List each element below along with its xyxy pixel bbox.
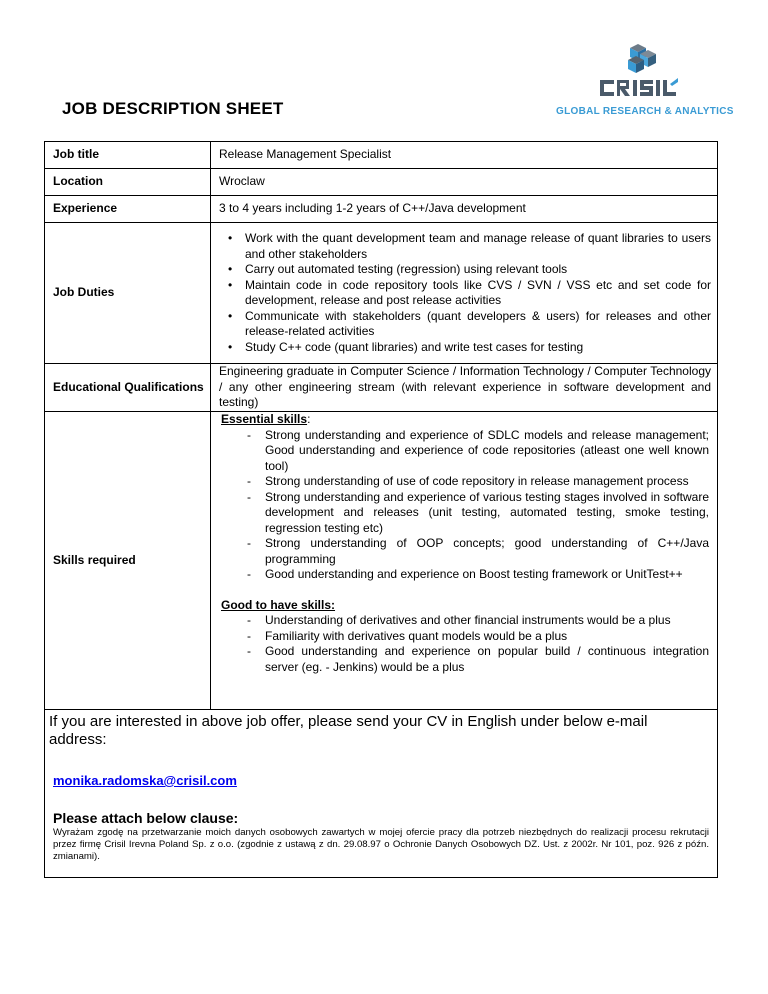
bullet-icon: •: [228, 308, 233, 323]
row-education: [45, 364, 718, 412]
job-duties-label: Job Duties: [45, 223, 211, 364]
application-info: [45, 710, 718, 878]
skills-label: Skills required: [45, 412, 211, 710]
list-item: - Strong understanding of use of code repository in release management process: [247, 474, 689, 488]
essential-skills-list: [219, 428, 711, 583]
list-item: - Strong understanding of OOP concepts; good understanding of C++/Java programming: [247, 536, 709, 566]
job-title-label: Job title: [45, 142, 211, 169]
row-experience: [45, 196, 718, 223]
education-label: Educational Qualifications: [45, 364, 211, 412]
location-value: Wroclaw: [211, 169, 718, 196]
job-duties-list: [219, 231, 711, 355]
row-skills: [45, 412, 718, 710]
essential-skills-heading: Essential skills:: [221, 412, 311, 426]
email-link[interactable]: monika.radomska@crisil.com: [53, 773, 237, 788]
row-footer: [45, 710, 718, 878]
skills-value: [211, 412, 718, 710]
page-title: JOB DESCRIPTION SHEET: [62, 99, 284, 118]
bullet-icon: •: [228, 262, 233, 276]
list-item: - Strong understanding and experience of various testing stages involved in software development and releases (unit testing, automated testing, smoke testing, regression testing etc): [247, 489, 709, 535]
row-job-duties: [45, 223, 718, 364]
list-item: - Familiarity with derivatives quant models would be a plus: [247, 628, 568, 643]
job-title-value: Release Management Specialist: [211, 142, 718, 169]
list-item: - Strong understanding and experience of SDLC models and release management; Good understanding and experience of code repositories (atleast one well known tool): [247, 427, 709, 473]
job-description-table: [44, 141, 718, 878]
row-location: [45, 169, 718, 196]
good-to-have-list: [219, 613, 711, 675]
education-value: Engineering graduate in Computer Science / Information Technology / Computer Technology / any other engineering stream (with relevant experience in software development and testing): [211, 364, 718, 412]
list-item: - Good understanding and experience on Boost testing framework or UnitTest++: [247, 567, 683, 581]
crisil-logo-mark: [556, 42, 724, 104]
experience-value: 3 to 4 years including 1-2 years of C++/Java development: [211, 196, 718, 223]
list-item: - Understanding of derivatives and other financial instruments would be a plus: [247, 613, 671, 627]
experience-label: Experience: [45, 196, 211, 223]
location-label: Location: [45, 169, 211, 196]
bullet-icon: •: [228, 231, 233, 245]
job-duties-value: [211, 223, 718, 364]
list-item: • Study C++ code (quant libraries) and write test cases for testing: [228, 339, 584, 354]
consent-clause: Wyrażam zgodę na przetwarzanie moich danych osobowych zawartych w mojej ofercie pracy dla potrzeb niezbędnych do realizacji procesu rekrutacji przez firmę Crisil Irevna Poland Sp. z o.o. (zgodnie z ustawą z dn. 29.08.97 o Ochronie Danych Osobowych DZ. Ust. z 2002r. Nr 101, poz. 926 z późn. zmianami).: [53, 827, 709, 862]
bullet-icon: •: [228, 339, 233, 354]
list-item: • Work with the quant development team and manage release of quant libraries to users and other stakeholders: [228, 231, 711, 261]
apply-instructions: If you are interested in above job offer, please send your CV in English under below e-mail address:: [49, 713, 648, 748]
list-item: • Communicate with stakeholders (quant developers & users) for releases and other release-related activities: [228, 308, 711, 338]
crisil-logo: [556, 42, 734, 118]
logo-tagline: GLOBAL RESEARCH & ANALYTICS: [556, 106, 734, 117]
bullet-icon: •: [228, 277, 233, 292]
list-item: - Good understanding and experience on popular build / continuous integration server (eg. - Jenkins) would be a plus: [247, 644, 709, 674]
list-item: • Maintain code in code repository tools like CVS / SVN / VSS etc and set code for development, release and post release activities: [228, 277, 711, 307]
good-to-have-heading: Good to have skills:: [221, 597, 336, 612]
row-job-title: [45, 142, 718, 169]
list-item: • Carry out automated testing (regression) using relevant tools: [228, 262, 568, 276]
clause-heading: Please attach below clause:: [53, 809, 239, 826]
